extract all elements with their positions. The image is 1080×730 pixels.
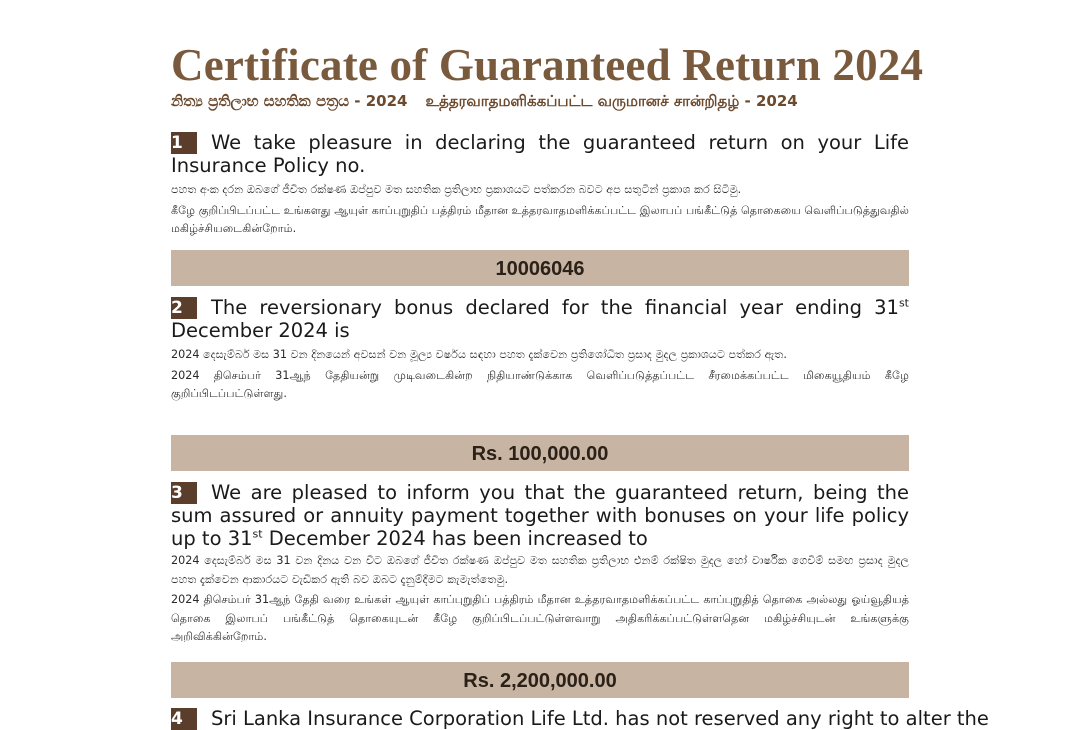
section-number-badge: 4 — [171, 708, 197, 730]
subtitle-sinhala: නිත්‍ය ප්‍රතිලාභ සහතික පත්‍රය - 2024 — [171, 92, 408, 110]
policy-number-value: 10006046 — [171, 250, 909, 286]
section-1-heading-text: We take pleasure in declaring the guaranteed return on your Life Insurance Policy no. — [171, 131, 909, 177]
section-2-heading-text-end: December 2024 is — [171, 319, 350, 342]
section-3-heading-text-end: December 2024 has been increased to — [262, 527, 648, 550]
section-2-heading — [171, 296, 909, 342]
section-number-badge: 3 — [171, 482, 197, 504]
section-1 — [171, 131, 909, 239]
section-2-sinhala-text: 2024 දෙසැම්බර් මස 31 වන දිනයෙන් අවසන් වන මූල්‍ය වර්ෂය සඳහා පහත දැක්වෙන ප්‍රතිශෝධිත ප්‍රසාද මුදල ප්‍රකාශයට පත්කර ඇත. — [171, 348, 787, 361]
section-1-tamil-text: கீழே குறிப்பிடப்பட்ட உங்களது ஆயுள் காப்புறுதிப் பத்திரம் மீதான உத்தரவாதமளிக்கப்பட்ட இலாபப் பங்கீட்டுத் தொகையை வெளிப்படுத்துவதில் மகிழ்ச்சியடைகின்றோம். — [171, 203, 909, 235]
section-4-heading-text: Sri Lanka Insurance Corporation Life Ltd. has not reserved any right to alter the — [211, 707, 989, 730]
section-3-heading — [171, 481, 909, 550]
subtitle-tamil: உத்தரவாதமளிக்கப்பட்ட வருமானச் சான்றிதழ் - 2024 — [425, 92, 798, 110]
section-2-heading-sup: st — [898, 296, 909, 310]
section-3-sinhala-text: 2024 දෙසැම්බර් මස 31 වන දිනය වන විට ඔබගේ ජීවිත රක්ෂණ ඔප්පුව මත සහතික ප්‍රතිලාභ එනම් රක්ෂිත මුදල හෝ වාර්ෂික ගෙවීම් සමඟ ප්‍රසාද මුදල පහත දැක්වෙන ආකාරයට වැඩිකර ඇති බව ඔබට දැනුම්දීමට කැමැත්තෙමු. — [171, 554, 909, 586]
section-3-heading-sup: st — [252, 527, 263, 541]
reversionary-bonus-value: Rs. 100,000.00 — [171, 435, 909, 471]
section-3-tamil-text: 2024 திசெம்பர் 31ஆந் தேதி வரை உங்கள் ஆயுள் காப்புறுதிப் பத்திரம் மீதான உத்தரவாதமளிக்கப்பட்ட காப்புறுதித் தொகை அல்லது ஓய்வூதியத் தொகை இலாபப் பங்கீட்டுத் தொகையுடன் கீழே குறிப்பிடப்பட்டுள்ளவாறு அதிகரிக்கப்பட்டுள்ளதென மகிழ்ச்சியுடன் உங்களுக்கு அறிவிக்கின்றோம். — [171, 593, 909, 643]
section-4 — [171, 707, 989, 730]
section-1-sinhala-text: පහත අංක දරන ඔබගේ ජීවිත රක්ෂණ ඔප්පුව මත සහතික ප්‍රතිලාභ ප්‍රකාශයට පත්කරන බවට අප සතුටින් ප්‍රකාශ කර සිටිමු. — [171, 183, 742, 196]
section-number-badge: 2 — [171, 297, 197, 319]
section-number-badge: 1 — [171, 132, 197, 154]
certificate-subtitle — [171, 90, 909, 112]
guaranteed-return-value: Rs. 2,200,000.00 — [171, 662, 909, 698]
section-2-tamil-text: 2024 திசெம்பர் 31ஆந் தேதியன்று முடிவடைகின்ற நிதியாண்டுக்காக வெளிப்படுத்தப்பட்ட சீரமைக்கப்பட்ட மிகையூதியம் கீழே குறிப்பிடப்பட்டுள்ளது. — [171, 368, 909, 400]
certificate-title: Certificate of Guaranteed Return 2024 — [171, 40, 924, 90]
certificate-page — [171, 0, 989, 730]
section-3-heading-text: We are pleased to inform you that the guaranteed return, being the sum assured or annuity payment together with bonuses on your life policy up to 31 — [171, 481, 909, 550]
section-3 — [171, 481, 909, 647]
section-2 — [171, 296, 909, 404]
section-4-heading — [171, 707, 989, 730]
section-1-heading — [171, 131, 909, 177]
section-2-heading-text: The reversionary bonus declared for the financial year ending 31 — [211, 296, 899, 319]
